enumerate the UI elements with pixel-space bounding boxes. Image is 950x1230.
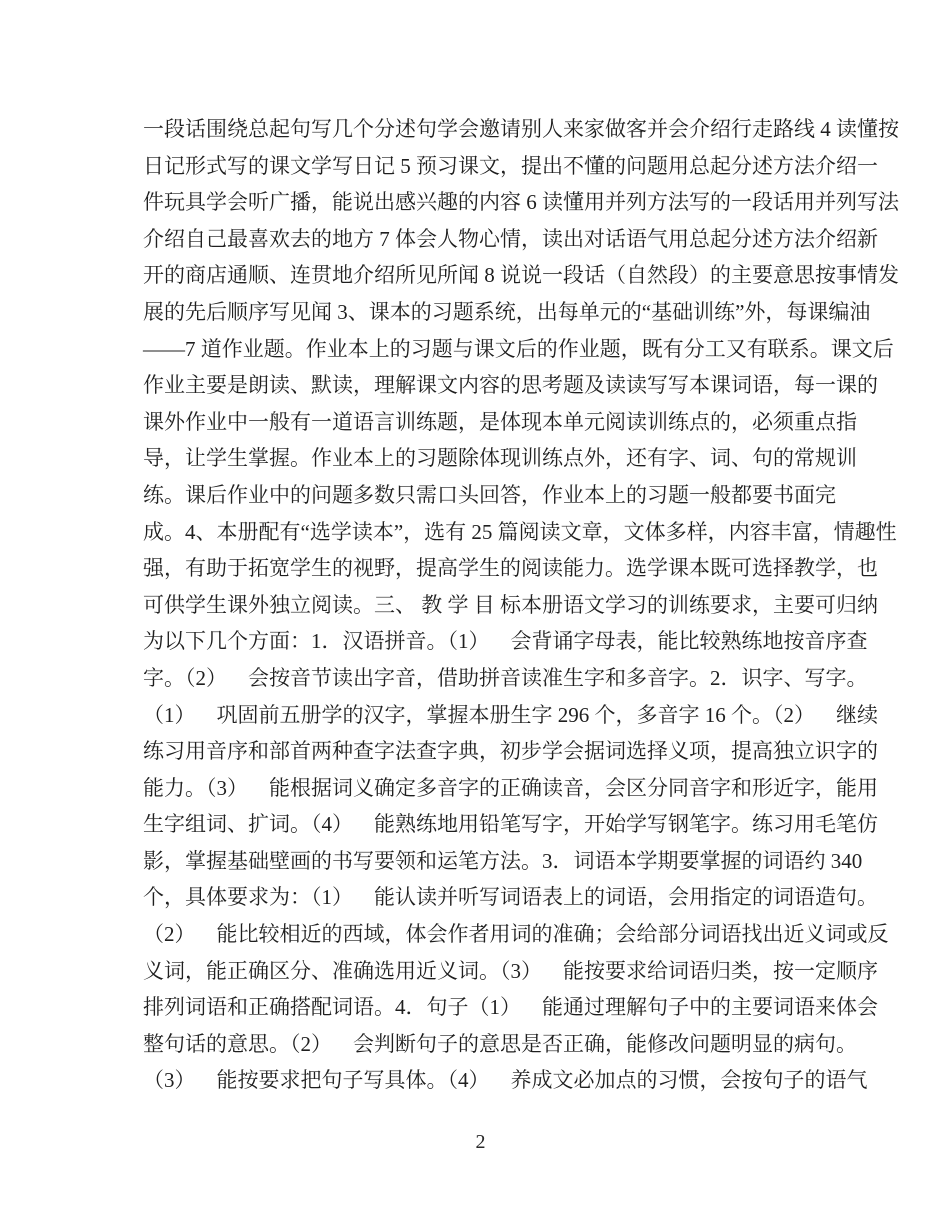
text-line: 展的先后顺序写见闻 3、课本的习题系统，出每单元的“基础训练”外，每课编油: [143, 299, 871, 324]
text-line: 生字组词、扩词。（4） 能熟练地用铅笔写字，开始学写钢笔字。练习用毛笔仿: [143, 812, 878, 837]
text-block: [143, 111, 899, 1099]
page-number: 2: [475, 1131, 486, 1153]
text-line: 练习用音序和部首两种查字法查字典，初步学会据词选择义项，提高独立识字的: [143, 739, 878, 764]
text-line: 介绍自己最喜欢去的地方 7 体会人物心情，读出对话语气用总起分述方法介绍新: [143, 226, 878, 251]
text-line: 强，有助于拓宽学生的视野，提高学生的阅读能力。选学课本既可选择教学，也: [143, 556, 878, 581]
text-line: 能力。（3） 能根据词义确定多音字的正确读音，会区分同音字和形近字，能用: [143, 775, 878, 800]
text-line: 可供学生课外独立阅读。三、 教 学 目 标本册语文学习的训练要求，主要可归纳: [143, 592, 878, 617]
text-line: 义词，能正确区分、准确选用近义词。（3） 能按要求给词语归类，按一定顺序: [143, 958, 878, 983]
text-line: 导，让学生掌握。作业本上的习题除体现训练点外，还有字、词、句的常规训: [143, 446, 857, 471]
text-line: 一段话围绕总起句写几个分述句学会邀请别人来家做客并会介绍行走路线 4 读懂按: [143, 117, 899, 141]
text-line: ——7 道作业题。作业本上的习题与课文后的作业题，既有分工又有联系。课文后: [143, 336, 894, 361]
text-line: 整句话的意思。（2） 会判断句子的意思是否正确，能修改问题明显的病句。: [143, 1031, 857, 1056]
text-line: （1） 巩固前五册学的汉字，掌握本册生字 296 个，多音字 16 个。（2） 继续: [143, 702, 878, 727]
text-line: 课外作业中一般有一道语言训练题，是体现本单元阅读训练点的，必须重点指: [143, 409, 857, 434]
text-line: 个，具体要求为：（1） 能认读并听写词语表上的词语，会用指定的词语造句。: [143, 885, 878, 910]
text-line: 影，掌握基础壁画的书写要领和运笔方法。3．词语本学期要掌握的词语约 340: [143, 848, 863, 873]
text-line: 件玩具学会听广播，能说出感兴趣的内容 6 读懂用并列方法写的一段话用并列写法: [143, 190, 899, 215]
text-line: （3） 能按要求把句子写具体。（4） 养成文必加点的习惯，会按句子的语气: [143, 1068, 868, 1093]
text-line: 日记形式写的课文学写日记 5 预习课文，提出不懂的问题用总起分述方法介绍一: [143, 153, 878, 178]
text-line: 练。课后作业中的问题多数只需口头回答，作业本上的习题一般都要书面完: [143, 482, 836, 507]
text-line: 成。4、本册配有“选学读本”，选有 25 篇阅读文章，文体多样，内容丰富，情趣性: [143, 519, 897, 544]
text-line: 为以下几个方面：1．汉语拼音。（1） 会背诵字母表，能比较熟练地按音序查: [143, 629, 868, 654]
text-line: 开的商店通顺、连贯地介绍所见所闻 8 说说一段话（自然段）的主要意思按事情发: [143, 263, 899, 288]
text-line: 排列词语和正确搭配词语。4．句子（1） 能通过理解句子中的主要词语来体会: [143, 995, 878, 1020]
text-line: （2） 能比较相近的西域，体会作者用词的准确；会给部分词语找出近义词或反: [143, 922, 889, 947]
text-line: 字。（2） 会按音节读出字音，借助拼音读准生字和多音字。2．识字、写字。: [143, 665, 868, 690]
text-line: 作业主要是朗读、默读，理解课文内容的思考题及读读写写本课词语，每一课的: [143, 373, 878, 398]
